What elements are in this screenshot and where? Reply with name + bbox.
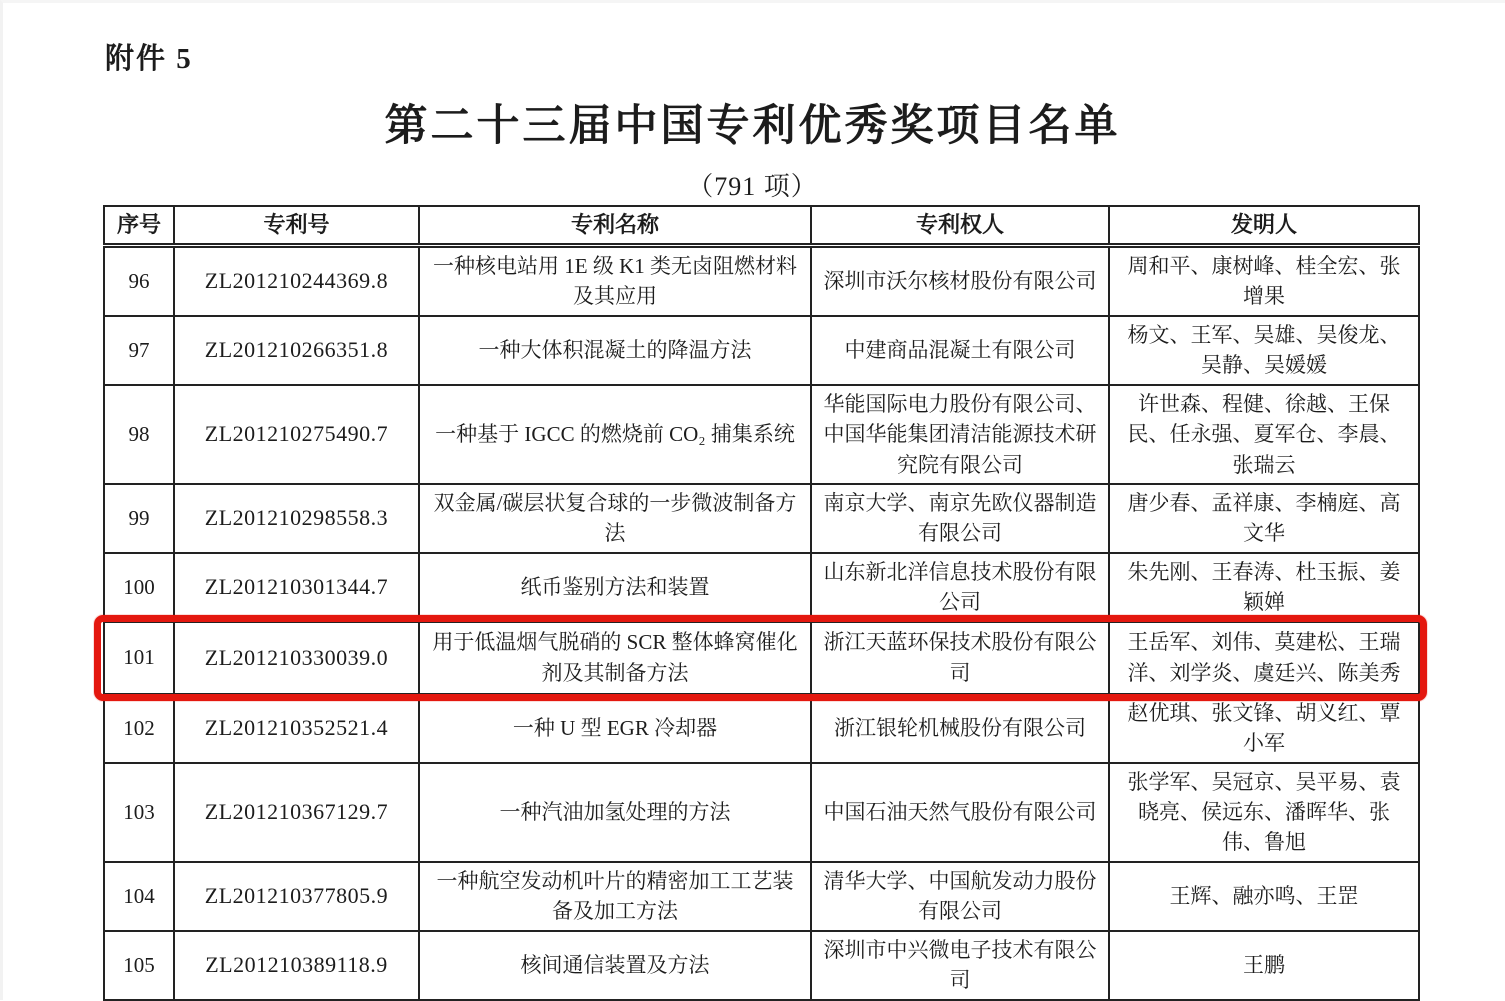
cell-no: 101 bbox=[104, 622, 174, 694]
cell-patent-name: 核间通信装置及方法 bbox=[419, 931, 811, 1000]
cell-patentee: 中建商品混凝土有限公司 bbox=[811, 316, 1109, 385]
cell-patentee: 浙江银轮机械股份有限公司 bbox=[811, 694, 1109, 763]
table-row bbox=[104, 763, 1419, 862]
cell-patent-no: ZL201210266351.8 bbox=[174, 316, 419, 385]
table-header-row bbox=[104, 206, 1419, 245]
cell-no: 104 bbox=[104, 862, 174, 931]
cell-patent-name: 纸币鉴别方法和装置 bbox=[419, 553, 811, 622]
cell-patentee: 南京大学、南京先欧仪器制造有限公司 bbox=[811, 484, 1109, 553]
cell-patent-no: ZL201210298558.3 bbox=[174, 484, 419, 553]
cell-inventors: 赵优琪、张文锋、胡义红、覃小军 bbox=[1109, 694, 1419, 763]
cell-patent-no: ZL201210352521.4 bbox=[174, 694, 419, 763]
cell-patent-no: ZL201210389118.9 bbox=[174, 931, 419, 1000]
cell-no: 97 bbox=[104, 316, 174, 385]
table-row bbox=[104, 385, 1419, 484]
cell-inventors: 王辉、融亦鸣、王罡 bbox=[1109, 862, 1419, 931]
cell-patentee: 深圳市中兴微电子技术有限公司 bbox=[811, 931, 1109, 1000]
cell-patentee: 华能国际电力股份有限公司、中国华能集团清洁能源技术研究院有限公司 bbox=[811, 385, 1109, 484]
cell-patentee: 中国石油天然气股份有限公司 bbox=[811, 763, 1109, 862]
attachment-label: 附件 5 bbox=[105, 43, 193, 75]
cell-patent-name: 一种航空发动机叶片的精密加工工艺装备及加工方法 bbox=[419, 862, 811, 931]
cell-no: 102 bbox=[104, 694, 174, 763]
cell-patent-name: 一种核电站用 1E 级 K1 类无卤阻燃材料及其应用 bbox=[419, 245, 811, 315]
table-row bbox=[104, 553, 1419, 622]
header-patentee: 专利权人 bbox=[811, 206, 1109, 245]
header-inventors: 发明人 bbox=[1109, 206, 1419, 245]
cell-patentee: 山东新北洋信息技术股份有限公司 bbox=[811, 553, 1109, 622]
cell-patent-no: ZL201210301344.7 bbox=[174, 553, 419, 622]
cell-patentee: 深圳市沃尔核材股份有限公司 bbox=[811, 245, 1109, 315]
header-patent-no: 专利号 bbox=[174, 206, 419, 245]
table-row bbox=[104, 245, 1419, 315]
header-no: 序号 bbox=[104, 206, 174, 245]
cell-patent-name: 一种汽油加氢处理的方法 bbox=[419, 763, 811, 862]
page-title: 第二十三届中国专利优秀奖项目名单 bbox=[384, 103, 1121, 150]
table-row bbox=[104, 694, 1419, 763]
cell-inventors: 王岳军、刘伟、莫建松、王瑞洋、刘学炎、虞廷兴、陈美秀 bbox=[1109, 622, 1419, 694]
cell-no: 105 bbox=[104, 931, 174, 1000]
cell-inventors: 王鹏 bbox=[1109, 931, 1419, 1000]
cell-no: 103 bbox=[104, 763, 174, 862]
cell-inventors: 许世森、程健、徐越、王保民、任永强、夏军仓、李晨、张瑞云 bbox=[1109, 385, 1419, 484]
cell-inventors: 朱先刚、王春涛、杜玉振、姜颖婵 bbox=[1109, 553, 1419, 622]
cell-inventors: 张学军、吴冠京、吴平易、袁晓亮、侯远东、潘晖华、张伟、鲁旭 bbox=[1109, 763, 1419, 862]
cell-inventors: 周和平、康树峰、桂全宏、张增果 bbox=[1109, 245, 1419, 315]
cell-no: 98 bbox=[104, 385, 174, 484]
cell-no: 99 bbox=[104, 484, 174, 553]
cell-patent-name: 双金属/碳层状复合球的一步微波制备方法 bbox=[419, 484, 811, 553]
cell-patent-name: 一种大体积混凝土的降温方法 bbox=[419, 316, 811, 385]
cell-patent-no: ZL201210330039.0 bbox=[174, 622, 419, 694]
table-row-highlighted bbox=[104, 622, 1419, 694]
table-row bbox=[104, 862, 1419, 931]
award-table bbox=[103, 205, 1420, 1001]
cell-no: 96 bbox=[104, 245, 174, 315]
table-row bbox=[104, 931, 1419, 1000]
cell-patent-no: ZL201210275490.7 bbox=[174, 385, 419, 484]
table-wrap bbox=[103, 205, 1418, 1001]
table-row bbox=[104, 484, 1419, 553]
cell-patent-name: 一种基于 IGCC 的燃烧前 CO₂ 捕集系统 bbox=[419, 385, 811, 484]
cell-patent-no: ZL201210367129.7 bbox=[174, 763, 419, 862]
cell-patent-no: ZL201210377805.9 bbox=[174, 862, 419, 931]
cell-no: 100 bbox=[104, 553, 174, 622]
cell-patent-name: 一种 U 型 EGR 冷却器 bbox=[419, 694, 811, 763]
cell-inventors: 杨文、王军、吴雄、吴俊龙、吴静、吴媛媛 bbox=[1109, 316, 1419, 385]
table-row bbox=[104, 316, 1419, 385]
cell-patent-name: 用于低温烟气脱硝的 SCR 整体蜂窝催化剂及其制备方法 bbox=[419, 622, 811, 694]
cell-patentee: 清华大学、中国航发动力股份有限公司 bbox=[811, 862, 1109, 931]
page-subtitle: （791 项） bbox=[687, 172, 818, 201]
cell-inventors: 唐少春、孟祥康、李楠庭、高文华 bbox=[1109, 484, 1419, 553]
cell-patent-no: ZL201210244369.8 bbox=[174, 245, 419, 315]
cell-patentee: 浙江天蓝环保技术股份有限公司 bbox=[811, 622, 1109, 694]
header-patent-name: 专利名称 bbox=[419, 206, 811, 245]
